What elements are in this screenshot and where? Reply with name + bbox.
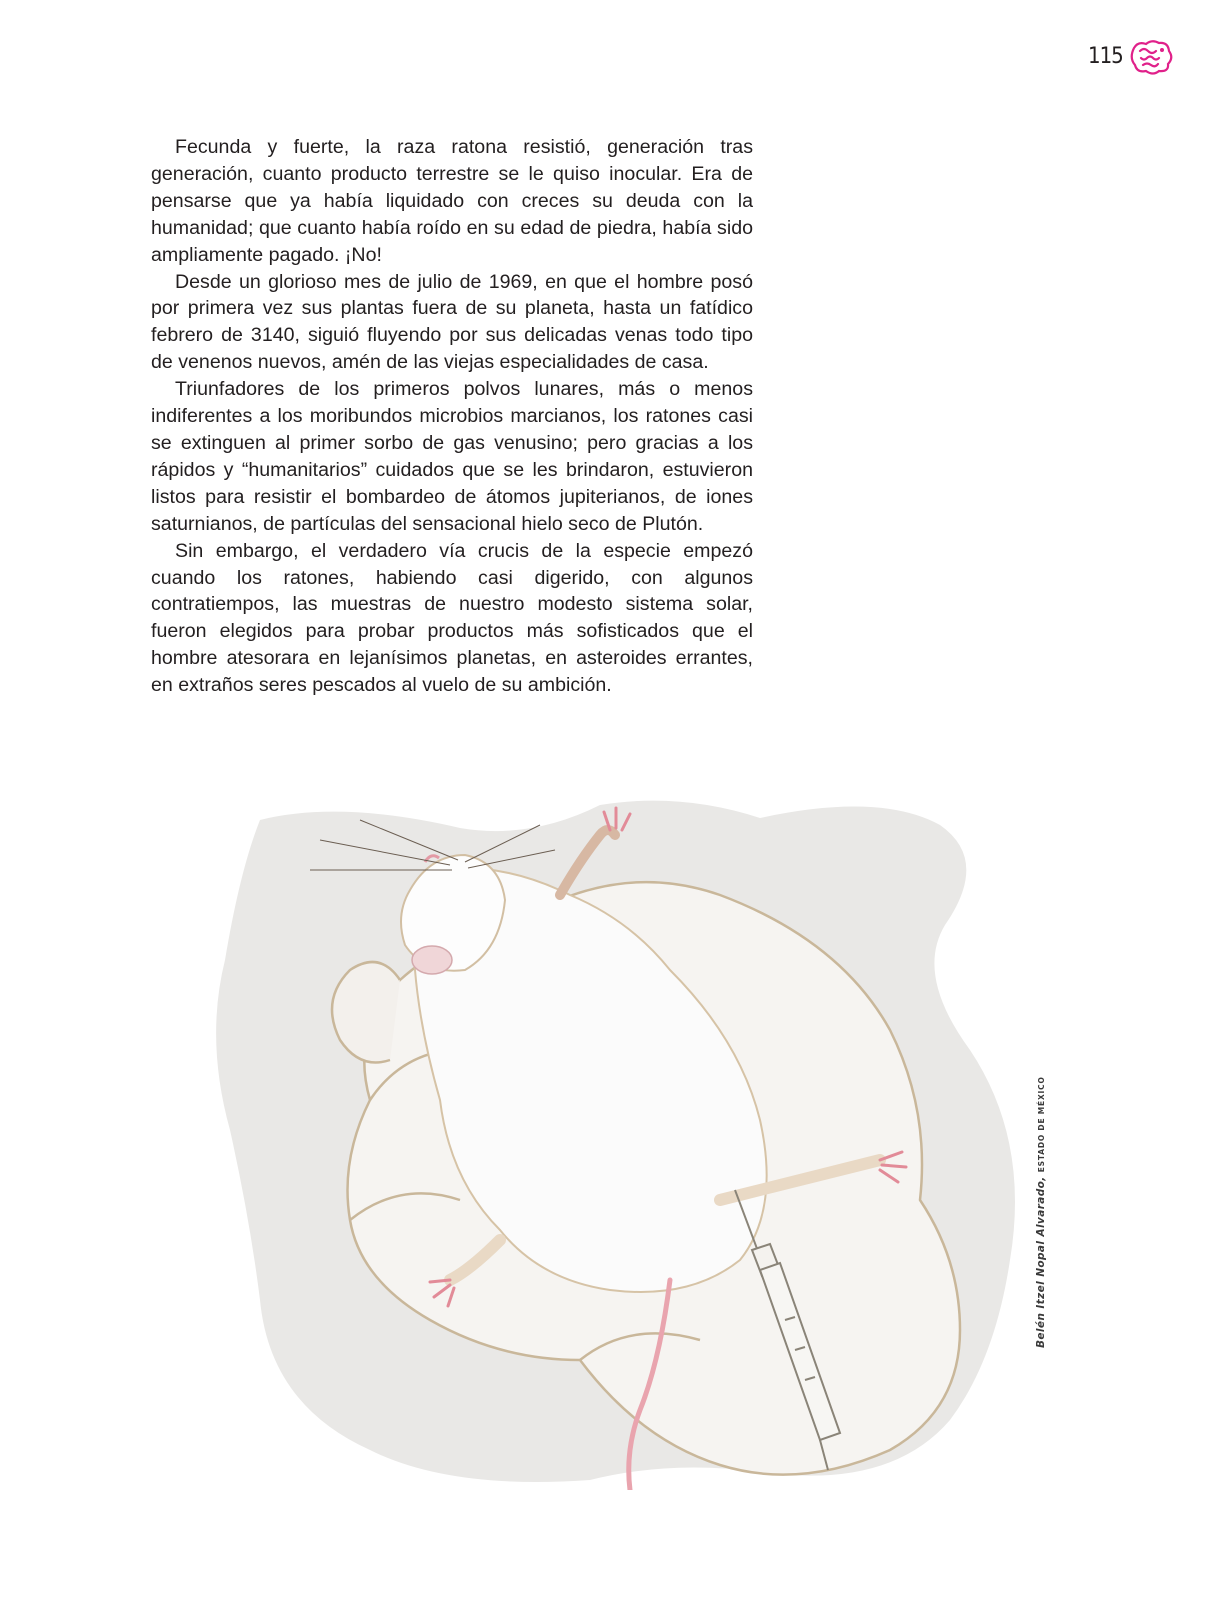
paragraph: Desde un glorioso mes de julio de 1969, en que el hombre posó por primera vez sus plantas fuera de su planeta, hasta un fatídico febrero de 3140, siguió fluyendo por sus delicadas venas todo tipo de venenos nuevos, amén de las viejas especialidades de casa. [151,270,753,374]
magenta-seal-logo-icon [1128,38,1174,76]
mouse-illustration [200,800,1040,1490]
paragraph: Fecunda y fuerte, la raza ratona resistió, generación tras generación, cuanto producto terrestre se le quiso inocular. Era de pensarse que ya había liquidado con creces su deuda con la humanidad; que cuanto había roído en su edad de piedra, había sido ampliamente pagado. ¡No! [151,136,753,266]
paragraph: Sin embargo, el verdadero vía crucis de la especie empezó cuando los ratones, habiendo casi digerido, con algunos contratiempos, las muestras de nuestro modesto sistema solar, fueron elegidos para probar productos más sofisticados que el hombre atesorara en lejanísimos planetas, en asteroides errantes, en extraños seres pescados al vuelo de su ambición. [151,539,753,697]
illustration-credit [1035,1076,1047,1348]
credit-state: ESTADO DE MÉXICO [1037,1076,1046,1173]
page-number: 115 [1088,44,1123,69]
credit-name: Belén Itzel Nopal Alvarado, [1035,1176,1047,1348]
paragraph: Triunfadores de los primeros polvos lunares, más o menos indiferentes a los moribundos microbios marcianos, los ratones casi se extinguen al primer sorbo de gas venusino; pero gracias a los rápidos y “humanitarios” cuidados que se les brindaron, estuvieron listos para resistir el bombardeo de átomos jupiterianos, de iones saturnianos, de partículas del sensacional hielo seco de Plutón. [151,378,753,535]
story-text [151,134,753,699]
